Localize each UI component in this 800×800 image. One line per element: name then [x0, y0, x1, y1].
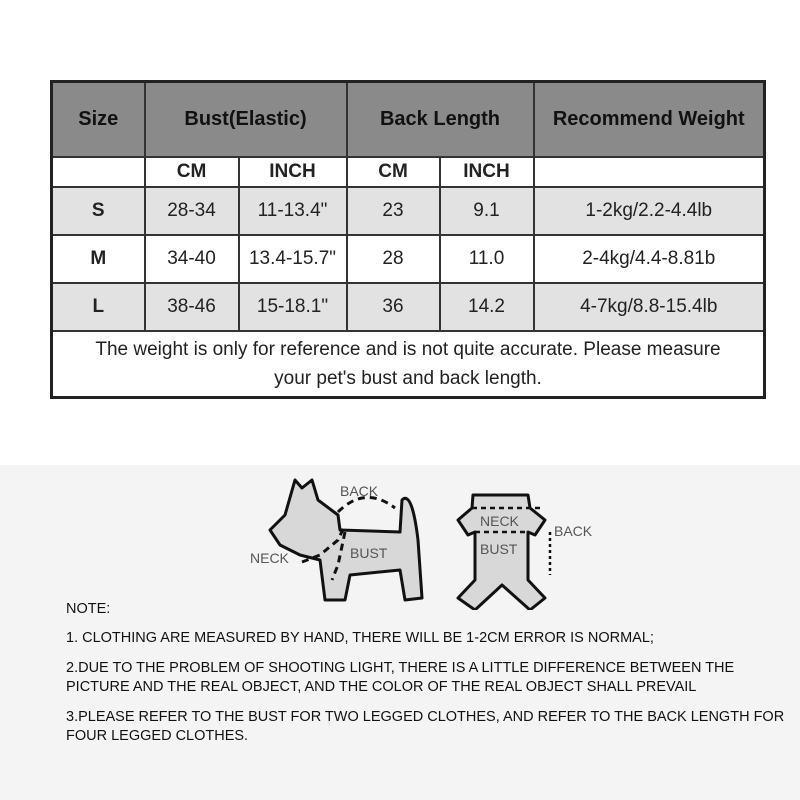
back-inch-cell: 14.2	[440, 283, 534, 331]
weight-cell: 4-7kg/8.8-15.4lb	[534, 283, 765, 331]
subheader-bust-inch: INCH	[239, 157, 347, 187]
table-row	[52, 187, 765, 235]
bust-inch-cell: 11-13.4"	[239, 187, 347, 235]
weight-cell: 2-4kg/4.4-8.81b	[534, 235, 765, 283]
measurement-diagram	[240, 470, 620, 610]
table-row	[52, 283, 765, 331]
back-cm-cell: 23	[347, 187, 440, 235]
footnote: The weight is only for reference and is not quite accurate. Please measure your pet's bust and back length.	[52, 331, 765, 398]
back-inch-cell: 9.1	[440, 187, 534, 235]
notes-title: NOTE:	[66, 601, 111, 617]
size-cell: S	[52, 187, 145, 235]
note-item: 2.DUE TO THE PROBLEM OF SHOOTING LIGHT, THERE IS A LITTLE DIFFERENCE BETWEEN THE PICTURE AND THE REAL OBJECT, AND THE COLOR OF THE REAL OBJECT SHALL PREVAIL	[66, 660, 735, 695]
subheader-back-cm: CM	[347, 157, 440, 187]
weight-cell: 1-2kg/2.2-4.4lb	[534, 187, 765, 235]
bust-inch-cell: 13.4-15.7"	[239, 235, 347, 283]
garment-bust-label: BUST	[480, 541, 518, 557]
header-row	[52, 82, 765, 158]
empty-cell	[534, 157, 765, 187]
back-cm-cell: 28	[347, 235, 440, 283]
footnote-row	[52, 331, 765, 398]
dog-neck-label: NECK	[250, 550, 289, 566]
dog-back-label: BACK	[340, 483, 379, 499]
size-chart-table	[50, 80, 766, 399]
header-size: Size	[52, 82, 145, 158]
back-inch-cell: 11.0	[440, 235, 534, 283]
bust-cm-cell: 38-46	[145, 283, 239, 331]
bust-inch-cell: 15-18.1"	[239, 283, 347, 331]
subheader-bust-cm: CM	[145, 157, 239, 187]
subheader-row	[52, 157, 765, 187]
size-cell: L	[52, 283, 145, 331]
header-weight: Recommend Weight	[534, 82, 765, 158]
empty-cell	[52, 157, 145, 187]
dog-illustration	[250, 480, 422, 600]
bust-cm-cell: 34-40	[145, 235, 239, 283]
garment-illustration	[458, 495, 593, 610]
table-row	[52, 235, 765, 283]
header-back-length: Back Length	[347, 82, 534, 158]
back-cm-cell: 36	[347, 283, 440, 331]
header-bust: Bust(Elastic)	[145, 82, 347, 158]
bust-cm-cell: 28-34	[145, 187, 239, 235]
dog-bust-label: BUST	[350, 545, 388, 561]
note-item: 3.PLEASE REFER TO THE BUST FOR TWO LEGGED CLOTHES, AND REFER TO THE BACK LENGTH FOR FOUR LEGGED CLOTHES.	[66, 709, 785, 744]
size-cell: M	[52, 235, 145, 283]
subheader-back-inch: INCH	[440, 157, 534, 187]
note-item: 1. CLOTHING ARE MEASURED BY HAND, THERE WILL BE 1-2CM ERROR IS NORMAL;	[66, 630, 654, 646]
notes-section	[66, 600, 786, 757]
garment-neck-label: NECK	[480, 513, 519, 529]
garment-back-label: BACK	[554, 523, 593, 539]
